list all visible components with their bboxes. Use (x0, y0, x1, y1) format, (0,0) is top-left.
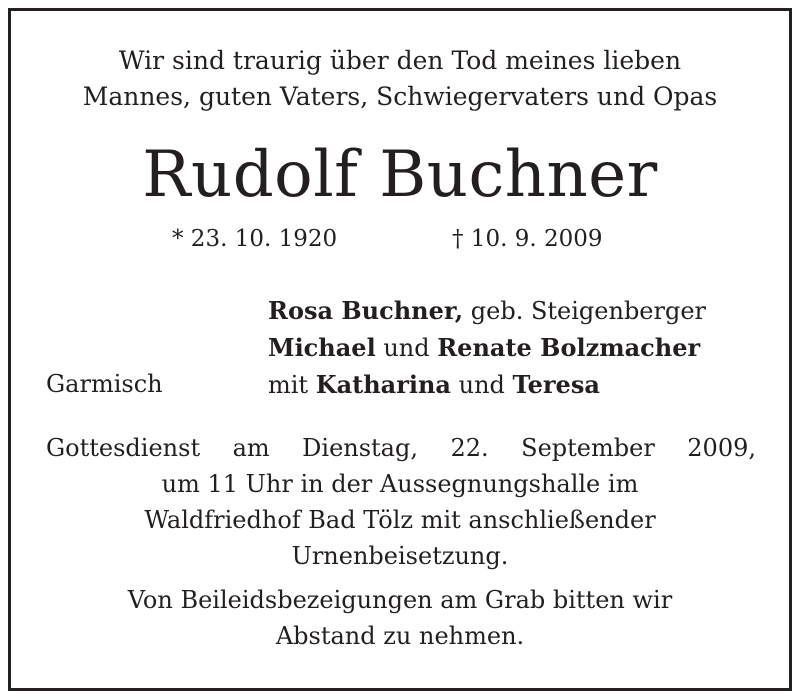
service-line-3: Waldfriedhof Bad Tölz mit anschließender (144, 506, 656, 534)
life-dates (0, 226, 800, 256)
mourner-place: Garmisch (46, 370, 163, 398)
condolences-line-1: Von Beileidsbezeigungen am Grab bitten wir (127, 586, 673, 614)
condolences-line-2: Abstand zu nehmen. (275, 622, 525, 650)
service-line-2: um 11 Uhr in der Aussegnungshalle im (161, 470, 639, 498)
service-line-4: Urnenbeisetzung. (291, 542, 509, 570)
service-line-1: Gottesdienst am Dienstag, 22. September 2009, (46, 434, 756, 462)
mourner-detail: geb. Steigenberger (463, 297, 707, 325)
mourner-name: Michael (268, 333, 376, 362)
connector-text: und (450, 371, 513, 399)
death-date: † 10. 9. 2009 (452, 226, 603, 252)
mourner-name: Rosa Buchner, (268, 296, 464, 325)
mourner-row-3 (268, 370, 600, 399)
connector-text: mit (268, 371, 316, 399)
mourner-name: Renate Bolzmacher (437, 333, 701, 362)
intro-line-2: Mannes, guten Vaters, Schwiegervaters und Opas (82, 82, 718, 111)
deceased-name: Rudolf Buchner (142, 138, 658, 212)
birth-date: * 23. 10. 1920 (172, 226, 338, 252)
mourner-row-2 (268, 333, 700, 362)
mourner-name: Katharina (315, 370, 451, 399)
connector-text: und (375, 334, 438, 362)
mourner-name: Teresa (512, 370, 600, 399)
intro-line-1: Wir sind traurig über den Tod meines lieben (118, 46, 682, 75)
mourner-row-1 (268, 296, 706, 325)
